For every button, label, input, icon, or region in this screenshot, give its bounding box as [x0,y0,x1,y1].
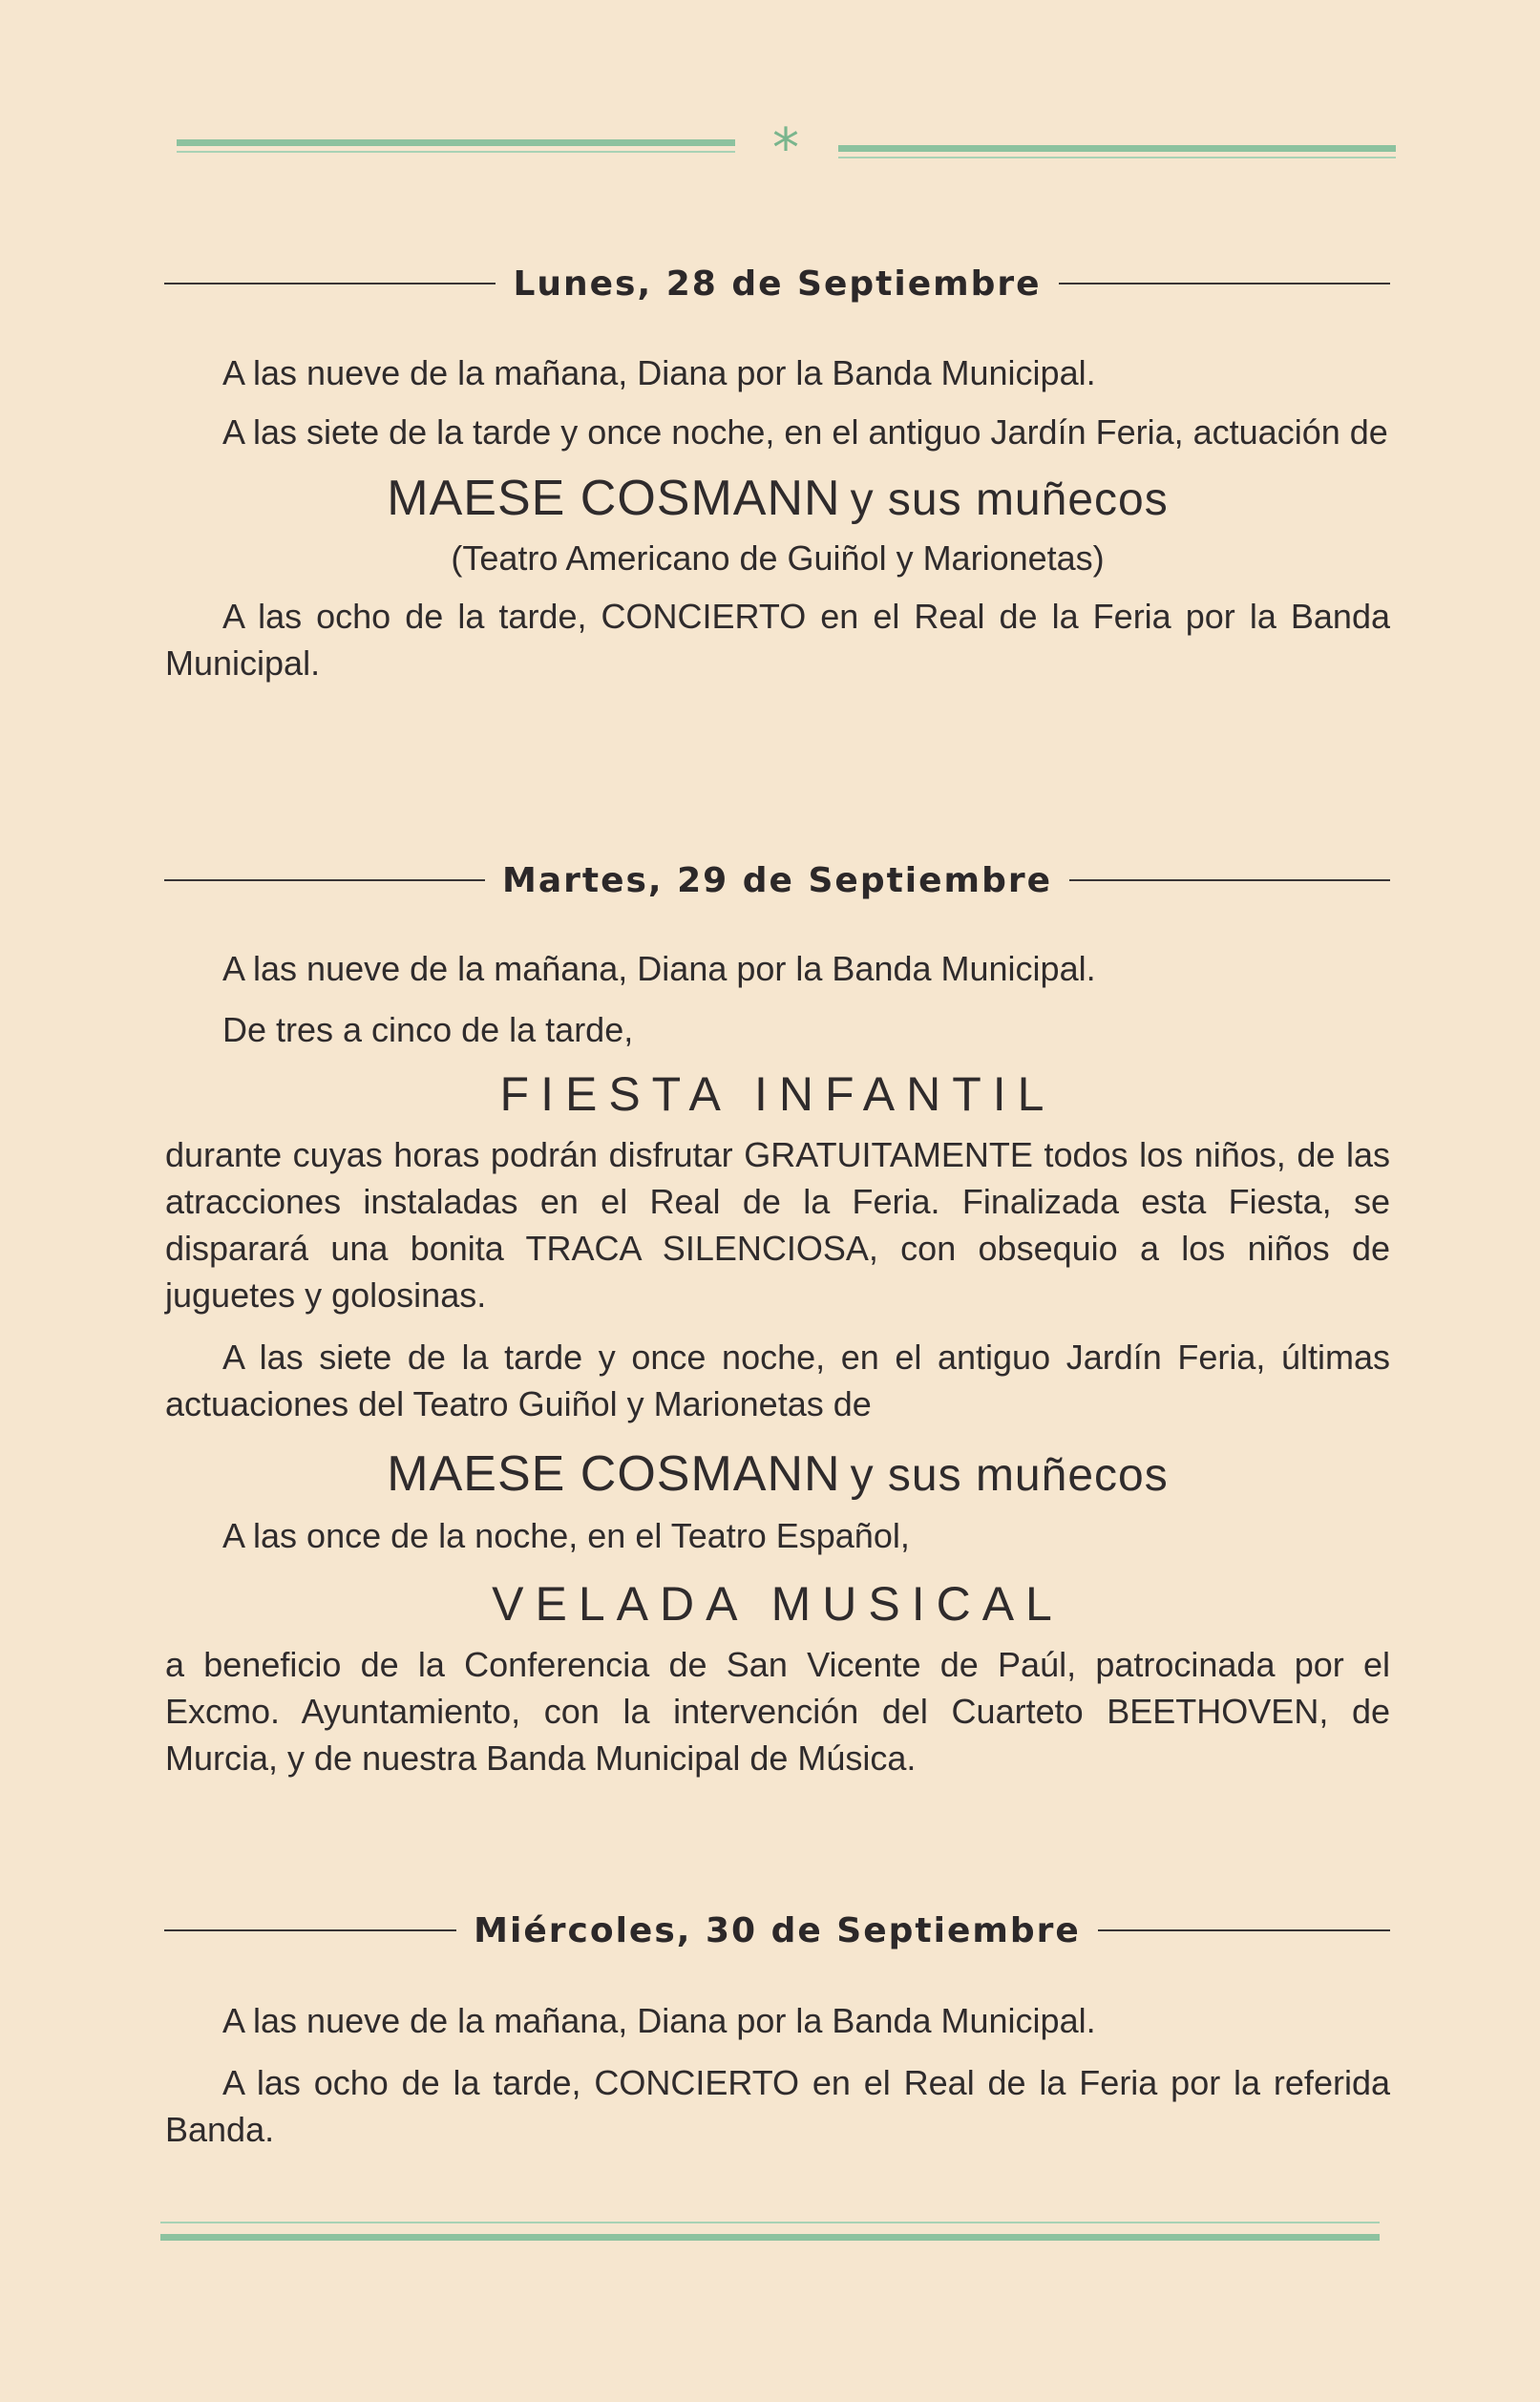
day-heading-tuesday [164,856,1390,904]
heading-rule-right [1059,283,1390,284]
day-title: Miércoles, 30 de Septiembre [474,1910,1081,1950]
heading-rule-right [1098,1929,1390,1931]
ornament-thin-line [160,2222,1380,2223]
day-heading-monday [164,260,1390,307]
performer-tail: y sus muñecos [850,474,1169,525]
paragraph: A las nueve de la mañana, Diana por la Banda Municipal. [222,949,1096,988]
heading-rule-left [164,283,496,284]
ornament-line-right [838,145,1396,152]
paragraph: A las nueve de la mañana, Diana por la Banda Municipal. [222,2001,1096,2040]
paragraph: A las ocho de la tarde, CONCIERTO en el Real de la Feria por la Banda Municipal. [165,597,1390,683]
bottom-ornament [160,2220,1380,2248]
paragraph: a beneficio de la Conferencia de San Vicente de Paúl, patrocinada por el Excmo. Ayuntamiento, con la intervención del Cuarteto BEETHOVEN, de Murcia, y de nuestra Banda Municipal de Música. [165,1645,1390,1778]
performer-name: MAESE COSMANN [387,471,841,526]
featured-performer [165,467,1390,535]
ornament-line [160,2234,1380,2241]
day-title: Martes, 29 de Septiembre [502,860,1053,900]
paragraph: A las once de la noche, en el Teatro Español, [222,1516,910,1555]
paragraph: De tres a cinco de la tarde, [222,1010,634,1049]
paragraph: A las ocho de la tarde, CONCIERTO en el Real de la Feria por la referida Banda. [165,2063,1390,2149]
featured-performer [165,1443,1390,1510]
day-title: Lunes, 28 de Septiembre [513,263,1042,304]
performer-tail: y sus muñecos [850,1450,1169,1501]
feature-velada-musical: VELADA MUSICAL [492,1577,1064,1631]
heading-rule-left [164,879,485,881]
day1-content [165,349,1390,686]
ornament-thin-line-left [177,151,735,153]
ornament-line-left [177,139,735,146]
day-heading-wednesday [164,1907,1390,1954]
day3-content [165,1997,1390,2153]
top-ornament [177,117,1396,179]
feature-fiesta-infantil: FIESTA INFANTIL [499,1067,1056,1121]
subtitle: (Teatro Americano de Guiñol y Marionetas) [451,538,1105,578]
heading-rule-left [164,1929,456,1931]
paragraph: durante cuyas horas podrán disfrutar GRATUITAMENTE todos los niños, de las atracciones instaladas en el Real de la Feria. Finalizada esta Fiesta, se disparará una bonita TRACA SILENCIOSA, con obsequio a los niños de juguetes y golosinas. [165,1135,1390,1315]
ornament-thin-line-right [838,157,1396,158]
paragraph: A las siete de la tarde y once noche, en el antiguo Jardín Feria, últimas actuaciones del Teatro Guiñol y Marionetas de [165,1338,1390,1423]
heading-rule-right [1069,879,1390,881]
performer-name: MAESE COSMANN [387,1446,841,1502]
asterisk-icon: * [772,117,799,179]
paragraph: A las nueve de la mañana, Diana por la Banda Municipal. [222,353,1096,392]
day2-content [165,945,1390,1781]
paragraph: A las siete de la tarde y once noche, en el antiguo Jardín Feria, actuación de [222,412,1388,452]
